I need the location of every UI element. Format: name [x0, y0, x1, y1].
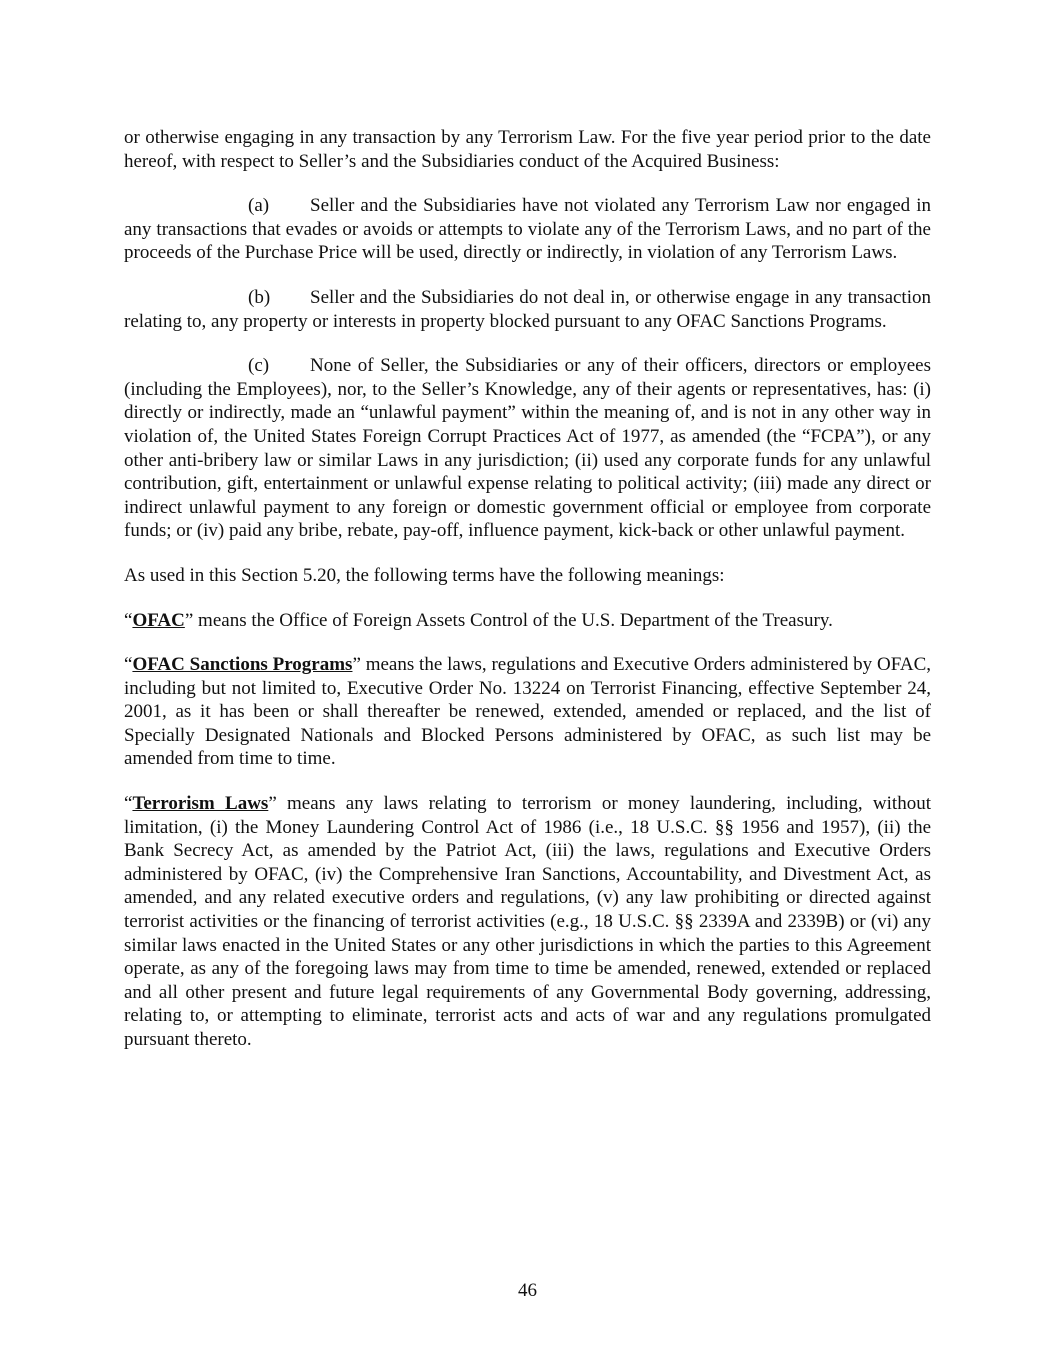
defined-term-ofac: OFAC — [132, 609, 185, 631]
definition-terrorism-laws-text: ” means any laws relating to terrorism or money laundering, including, without limitation, (i) the Money Laundering Control Act of 1986 (i.e., 18 U.S.C. §§ 1956 and 1957), (ii) the Bank Secrecy Act, as amended by the Patriot Act, (iii) the laws, regulations and Executive Orders administered by OFAC, (iv) the Comprehensive Iran Sanctions, Accountability, and Divestment Act, as amended, and any related executive orders and regulations, (v) any law prohibiting or directed against terrorist activities or the financing of terrorist activities (e.g., 18 U.S.C. §§ 2339A and 2339B) or (vi) any similar laws enacted in the United States or any other jurisdictions in which the parties to this Agreement operate, as any of the foregoing laws may from time to time be amended, renewed, extended or replaced and all other present and future legal requirements of any Governmental Body governing, addressing, relating to, or attempting to eliminate, terrorist acts and acts of war and any regulations promulgated pursuant thereto. — [124, 793, 931, 1050]
clause-a — [124, 194, 931, 265]
document-page — [124, 126, 931, 1073]
defined-term-ofac-sanctions-programs: OFAC Sanctions Programs — [132, 654, 353, 676]
definitions-intro: As used in this Section 5.20, the following terms have the following meanings: — [124, 564, 725, 586]
definition-terrorism-laws: “Terrorism Laws” means any laws relating to terrorism or money laundering, including, without limitation, (i) the Money Laundering Control Act of 1986 (i.e., 18 U.S.C. §§ 1956 and 1957), (ii) the Bank Secrecy Act, as amended by the Patriot Act, (iii) the laws, regulations and Executive Orders administered by OFAC, (iv) the Comprehensive Iran Sanctions, Accountability, and Divestment Act, as amended, and any related executive orders and regulations, (v) any law prohibiting or directed against terrorist activities or the financing of terrorist activities (e.g., 18 U.S.C. §§ 2339A and 2339B) or (vi) any similar laws enacted in the United States or any other jurisdictions in which the parties to this Agreement operate, as any of the foregoing laws may from time to time be amended, renewed, extended or replaced and all other present and future legal requirements of any Governmental Body governing, addressing, relating to, or attempting to eliminate, terrorist acts and acts of war and any regulations promulgated pursuant thereto. — [124, 793, 931, 1050]
definition-ofac-sanctions-programs: “OFAC Sanctions Programs” means the laws, regulations and Executive Orders administered by OFAC, including but not limited to, Executive Order No. 13224 on Terrorist Financing, effective September 24, 2001, as it has been or shall thereafter be renewed, extended, amended or replaced, and the list of Specially Designated Nationals and Blocked Persons administered by OFAC, as such list may be amended from time to time. — [124, 654, 931, 770]
defined-term-terrorism-laws: Terrorism Laws — [132, 793, 269, 815]
clause-a-label: (a) — [248, 195, 270, 217]
definition-ofac: “OFAC” means the Office of Foreign Assets Control of the U.S. Department of the Treasury. — [124, 609, 833, 631]
clause-c — [124, 354, 931, 543]
clause-c-label: (c) — [248, 355, 270, 377]
clause-a-text: Seller and the Subsidiaries have not violated any Terrorism Law nor engaged in any transactions that evades or avoids or attempts to violate any of the Terrorism Laws, and no part of the proceeds of the Purchase Price will be used, directly or indirectly, in violation of any Terrorism Laws. — [124, 195, 931, 264]
intro-paragraph: or otherwise engaging in any transaction by any Terrorism Law. For the five year period prior to the date hereof, with respect to Seller’s and the Subsidiaries conduct of the Acquired Business: — [124, 127, 931, 172]
definition-ofac-text: ” means the Office of Foreign Assets Control of the U.S. Department of the Treasury. — [184, 609, 833, 631]
page-number: 46 — [518, 1280, 537, 1301]
clause-b-label: (b) — [248, 286, 271, 308]
definition-ofac-sanctions-programs-text: ” means the laws, regulations and Executive Orders administered by OFAC, including but not limited to, Executive Order No. 13224 on Terrorist Financing, effective September 24, 2001, as it has been or shall thereafter be renewed, extended, amended or replaced, and the list of Specially Designated Nationals and Blocked Persons administered by OFAC, as such list may be amended from time to time. — [124, 654, 931, 770]
clause-c-text: None of Seller, the Subsidiaries or any of their officers, directors or employees (including the Employees), nor, to the Seller’s Knowledge, any of their agents or representatives, has: (i) directly or indirectly, made an “unlawful payment” within the meaning of, and is not in any other way in violation of, the United States Foreign Corrupt Practices Act of 1977, as amended (the “FCPA”), or any other anti-bribery law or similar Laws in any jurisdiction; (ii) used any corporate funds for any unlawful contribution, gift, entertainment or unlawful expense relating to political activity; (iii) made any direct or indirect unlawful payment to any foreign or domestic government official or employee from corporate funds; or (iv) paid any bribe, rebate, pay-off, influence payment, kick-back or other unlawful payment. — [124, 355, 931, 542]
clause-b-text: Seller and the Subsidiaries do not deal in, or otherwise engage in any transaction relating to, any property or interests in property blocked pursuant to any OFAC Sanctions Programs. — [124, 286, 931, 332]
clause-b — [124, 286, 931, 333]
